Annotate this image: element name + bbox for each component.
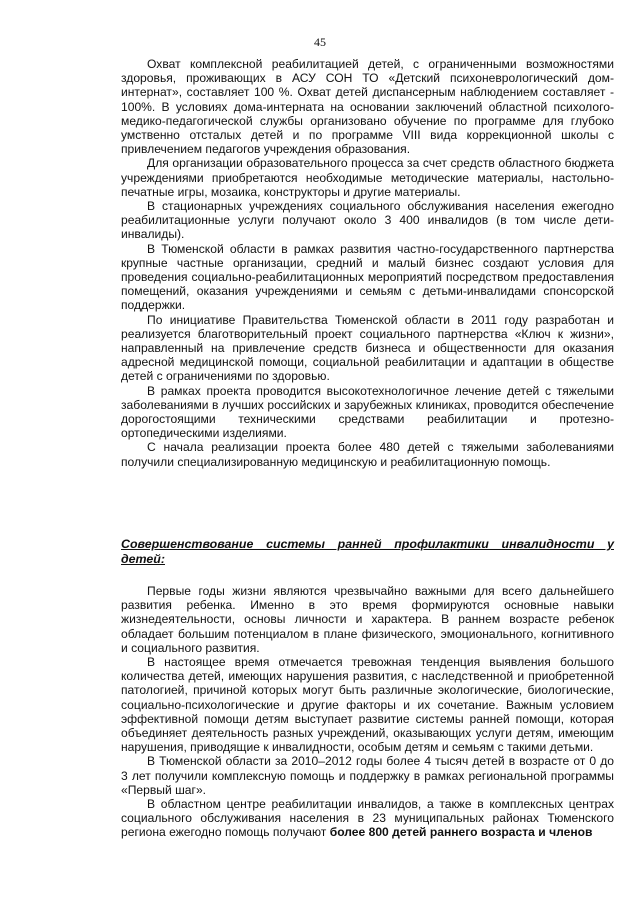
paragraph: В Тюменской области за 2010–2012 годы более 4 тысяч детей в возрасте от 0 до 3 лет получили комплексную помощь и поддержку в рамках региональной программы «Первый шаг». [121, 754, 614, 797]
text-block-top [121, 57, 614, 469]
paragraph: В рамках проекта проводится высокотехнологичное лечение детей с тяжелыми заболеваниями в лучших российских и зарубежных клиниках, проводится обеспечение дорогостоящими техническими средствами реабилитации и протезно-ортопедическими изделиями. [121, 383, 614, 441]
page-number: 45 [314, 35, 326, 49]
paragraph: В настоящее время отмечается тревожная тенденция выявления большого количества детей, имеющих нарушения развития, с наследственной и приобретенной патологией, причиной которых могут быть различные экологические, биологические, социально-психологические и другие факторы и их сочетание. Важным условием эффективной помощи детям выступает развитие системы ранней помощи, которая объединяет деятельность разных учреждений, оказывающих услуги детям, имеющим нарушения, приводящие к инвалидности, особым детям и семьям с такими детьми. [121, 655, 614, 755]
paragraph-last-text: В областном центре реабилитации инвалидов, а также в комплексных центрах социального обслуживания населения в 23 муниципальных районах Тюменского региона ежегодно помощь получают [121, 797, 614, 840]
paragraph: Первые годы жизни являются чрезвычайно важными для всего дальнейшего развития ребенка. Именно в это время формируются основные навыки жизнедеятельности, основы личности и характера. В раннем возрасте ребенок обладает большим потенциалом в плане физического, эмоционального, когнитивного и социального развития. [121, 584, 614, 655]
paragraph: В стационарных учреждениях социального обслуживания населения ежегодно реабилитационные услуги получают около 3 400 инвалидов (в том числе дети-инвалиды). [121, 199, 614, 242]
paragraph: Для организации образовательного процесса за счет средств областного бюджета учреждениями приобретаются необходимые методические материалы, настольно-печатные игры, мозаика, конструкторы и другие материалы. [121, 156, 614, 199]
paragraph-last-bold: более 800 детей раннего возраста и членов [329, 825, 593, 840]
text-block-bottom [121, 584, 614, 840]
paragraph: Охват комплексной реабилитацией детей, с ограниченными возможностями здоровья, проживающих в АСУ СОН ТО «Детский психоневрологический дом-интернат», составляет 100 %. Охват детей диспансерным наблюдением составляет - 100%. В условиях дома-интерната на основании заключений областной психолого-медико-педагогической службы организовано обучение по программе для глубоко умственно отсталых детей и по программе VIII вида коррекционной школы с привлечением педагогов учреждения образования. [121, 57, 614, 157]
paragraph: По инициативе Правительства Тюменской области в 2011 году разработан и реализуется благотворительный проект социального партнерства «Ключ к жизни», направленный на привлечение средств бизнеса и общественности для оказания адресной медицинской помощи, социальной реабилитации и адаптации в обществе детей с ограничениями по здоровью. [121, 312, 614, 384]
paragraph: С начала реализации проекта более 480 детей с тяжелыми заболеваниями получили специализированную медицинскую и реабилитационную помощь. [121, 440, 614, 469]
paragraph: В Тюменской области в рамках развития частно-государственного партнерства крупные частные организации, средний и малый бизнес создают условия для проведения социально-реабилитационных мероприятий посредством предоставления помещений, оказания учреждениями и семьям с детьми-инвалидами спонсорской поддержки. [121, 241, 614, 313]
section-heading-block [121, 537, 614, 567]
paragraph-last [121, 797, 614, 840]
section-heading: Совершенствование системы ранней профилактики инвалидности у детей: [121, 537, 614, 566]
